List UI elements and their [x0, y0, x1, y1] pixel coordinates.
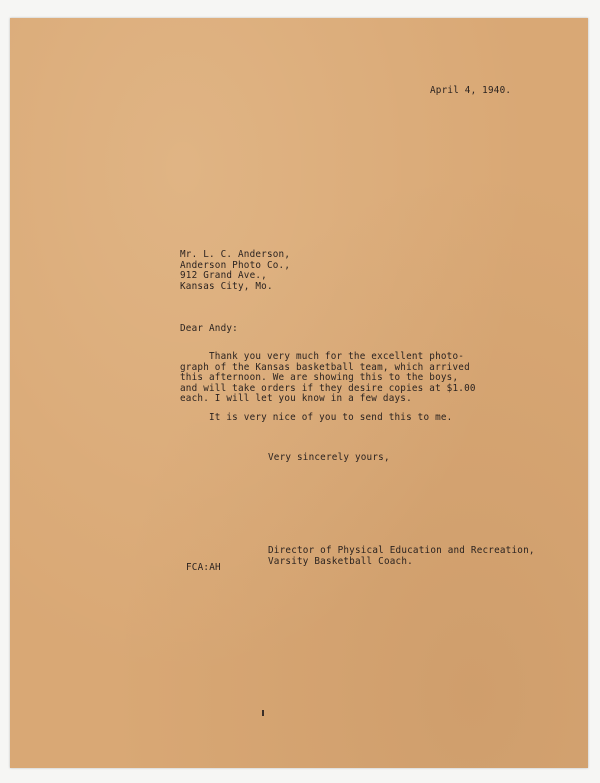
signature-title: Director of Physical Education and Recreation, — [268, 545, 535, 556]
recipient-street: 912 Grand Ave., — [180, 270, 267, 281]
body-paragraph-2: It is very nice of you to send this to me. — [180, 412, 453, 423]
typist-initials: FCA:AH — [186, 562, 221, 573]
bottom-mark — [262, 710, 264, 716]
body-line: this afternoon. We are showing this to the boys, — [180, 372, 459, 383]
recipient-city: Kansas City, Mo. — [180, 280, 273, 292]
body-line: each. I will let you know in a few days. — [180, 393, 412, 404]
body-line: Thank you very much for the excellent photo- — [180, 351, 465, 362]
salutation: Dear Andy: — [180, 323, 238, 334]
letter-page — [10, 18, 588, 768]
body-line: graph of the Kansas basketball team, which arrived — [180, 361, 470, 373]
recipient-company: Anderson Photo Co., — [180, 259, 291, 271]
closing: Very sincerely yours, — [268, 452, 390, 463]
recipient-name: Mr. L. C. Anderson, — [180, 249, 291, 260]
recipient-address — [180, 250, 290, 292]
signature-block — [268, 546, 535, 567]
body-paragraph-1 — [180, 352, 476, 405]
signature-role: Varsity Basketball Coach. — [268, 555, 413, 567]
letter-date: April 4, 1940. — [430, 85, 512, 96]
body-line: and will take orders if they desire copies at $1.00 — [180, 382, 476, 394]
